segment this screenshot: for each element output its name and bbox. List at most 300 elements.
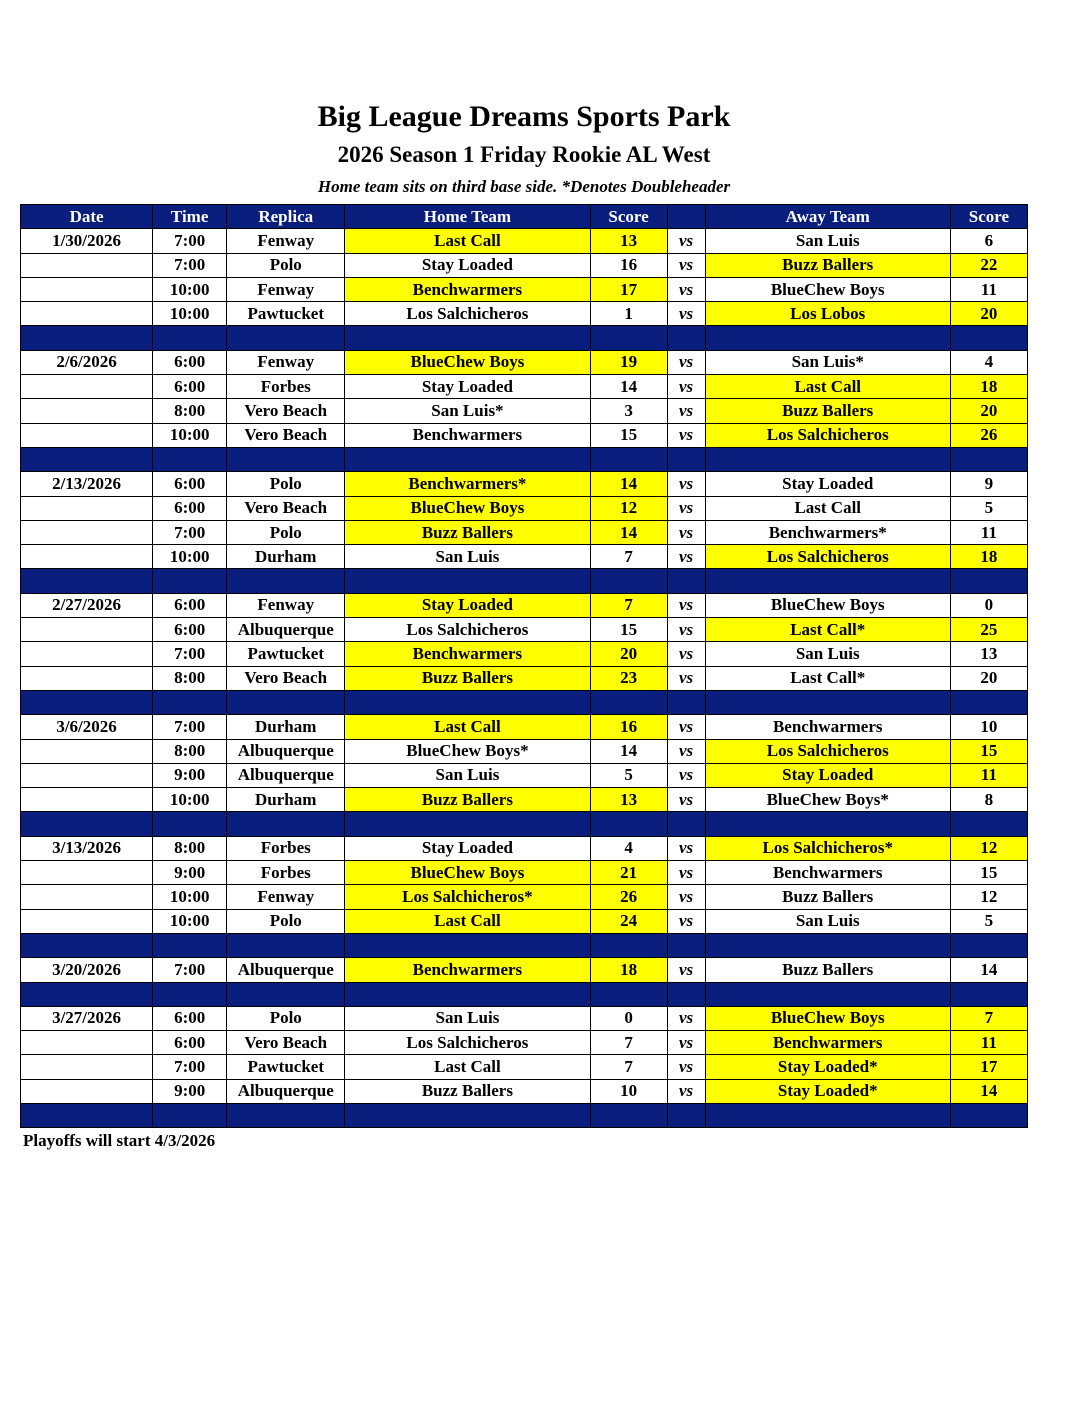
game-replica: Albuquerque <box>227 958 345 982</box>
game-row <box>21 229 1028 253</box>
separator-cell <box>590 1103 667 1127</box>
home-score: 21 <box>590 861 667 885</box>
home-score: 12 <box>590 496 667 520</box>
home-team: Stay Loaded <box>345 375 590 399</box>
home-team: Benchwarmers <box>345 277 590 301</box>
separator-cell <box>705 569 950 593</box>
away-team: Buzz Ballers <box>705 958 950 982</box>
game-replica: Forbes <box>227 375 345 399</box>
away-score: 8 <box>950 788 1027 812</box>
home-team: San Luis <box>345 1006 590 1030</box>
away-score: 10 <box>950 715 1027 739</box>
vs-label: vs <box>667 1031 705 1055</box>
vs-label: vs <box>667 423 705 447</box>
vs-label: vs <box>667 1055 705 1079</box>
separator-cell <box>21 690 153 714</box>
game-replica: Vero Beach <box>227 666 345 690</box>
separator-cell <box>21 569 153 593</box>
vs-label: vs <box>667 520 705 544</box>
home-score: 4 <box>590 836 667 860</box>
game-row <box>21 1006 1028 1030</box>
col-header-replica: Replica <box>227 205 345 229</box>
separator-cell <box>227 447 345 471</box>
game-time: 9:00 <box>153 1079 227 1103</box>
home-team: Buzz Ballers <box>345 1079 590 1103</box>
home-score: 24 <box>590 909 667 933</box>
home-team: BlueChew Boys <box>345 350 590 374</box>
home-team: San Luis <box>345 545 590 569</box>
game-time: 10:00 <box>153 909 227 933</box>
home-team: Benchwarmers <box>345 423 590 447</box>
separator-cell <box>667 326 705 350</box>
game-time: 6:00 <box>153 618 227 642</box>
vs-label: vs <box>667 836 705 860</box>
game-time: 10:00 <box>153 545 227 569</box>
away-score: 14 <box>950 1079 1027 1103</box>
home-score: 23 <box>590 666 667 690</box>
home-team: Last Call <box>345 715 590 739</box>
separator-cell <box>153 569 227 593</box>
separator-cell <box>153 690 227 714</box>
game-row <box>21 1055 1028 1079</box>
away-team: BlueChew Boys <box>705 1006 950 1030</box>
game-date <box>21 666 153 690</box>
away-team: BlueChew Boys* <box>705 788 950 812</box>
col-header-home-score: Score <box>590 205 667 229</box>
separator-cell <box>590 447 667 471</box>
away-team: Buzz Ballers <box>705 399 950 423</box>
home-team: BlueChew Boys* <box>345 739 590 763</box>
home-score: 19 <box>590 350 667 374</box>
separator-cell <box>227 812 345 836</box>
away-score: 20 <box>950 666 1027 690</box>
week-separator-row <box>21 982 1028 1006</box>
home-team: San Luis* <box>345 399 590 423</box>
away-team: Benchwarmers <box>705 861 950 885</box>
away-score: 0 <box>950 593 1027 617</box>
page-title: Big League Dreams Sports Park <box>317 100 731 133</box>
away-score: 17 <box>950 1055 1027 1079</box>
game-time: 6:00 <box>153 472 227 496</box>
game-replica: Durham <box>227 788 345 812</box>
home-team: Buzz Ballers <box>345 520 590 544</box>
game-time: 7:00 <box>153 520 227 544</box>
home-score: 10 <box>590 1079 667 1103</box>
home-score: 7 <box>590 1055 667 1079</box>
away-score: 13 <box>950 642 1027 666</box>
game-date <box>21 763 153 787</box>
game-date <box>21 909 153 933</box>
separator-cell <box>345 1103 590 1127</box>
home-score: 14 <box>590 520 667 544</box>
separator-cell <box>667 812 705 836</box>
away-score: 6 <box>950 229 1027 253</box>
game-replica: Fenway <box>227 885 345 909</box>
home-team: Benchwarmers <box>345 642 590 666</box>
separator-cell <box>153 1103 227 1127</box>
vs-label: vs <box>667 618 705 642</box>
game-time: 9:00 <box>153 861 227 885</box>
home-score: 7 <box>590 1031 667 1055</box>
week-separator-row <box>21 447 1028 471</box>
vs-label: vs <box>667 229 705 253</box>
home-team: Los Salchicheros <box>345 1031 590 1055</box>
game-row <box>21 1031 1028 1055</box>
game-time: 8:00 <box>153 666 227 690</box>
game-date <box>21 277 153 301</box>
game-date: 2/13/2026 <box>21 472 153 496</box>
game-time: 9:00 <box>153 763 227 787</box>
game-date <box>21 545 153 569</box>
game-date <box>21 788 153 812</box>
away-score: 25 <box>950 618 1027 642</box>
game-time: 7:00 <box>153 253 227 277</box>
col-header-away-score: Score <box>950 205 1027 229</box>
game-row <box>21 423 1028 447</box>
home-score: 13 <box>590 788 667 812</box>
separator-cell <box>590 569 667 593</box>
separator-cell <box>153 812 227 836</box>
away-score: 7 <box>950 1006 1027 1030</box>
home-score: 14 <box>590 472 667 496</box>
game-row <box>21 666 1028 690</box>
table-header-row <box>21 205 1028 229</box>
game-row <box>21 253 1028 277</box>
game-row <box>21 302 1028 326</box>
separator-cell <box>21 326 153 350</box>
game-replica: Pawtucket <box>227 1055 345 1079</box>
away-team: Los Salchicheros <box>705 739 950 763</box>
separator-cell <box>153 982 227 1006</box>
game-time: 8:00 <box>153 836 227 860</box>
away-score: 11 <box>950 520 1027 544</box>
separator-cell <box>21 933 153 957</box>
home-score: 3 <box>590 399 667 423</box>
game-replica: Fenway <box>227 229 345 253</box>
vs-label: vs <box>667 350 705 374</box>
game-time: 10:00 <box>153 302 227 326</box>
game-row <box>21 885 1028 909</box>
vs-label: vs <box>667 253 705 277</box>
game-time: 10:00 <box>153 788 227 812</box>
away-team: San Luis <box>705 642 950 666</box>
vs-label: vs <box>667 545 705 569</box>
col-header-time: Time <box>153 205 227 229</box>
away-score: 15 <box>950 861 1027 885</box>
separator-cell <box>705 690 950 714</box>
game-time: 6:00 <box>153 375 227 399</box>
game-row <box>21 909 1028 933</box>
away-team: Los Salchicheros* <box>705 836 950 860</box>
separator-cell <box>345 812 590 836</box>
vs-label: vs <box>667 666 705 690</box>
week-separator-row <box>21 326 1028 350</box>
game-time: 6:00 <box>153 593 227 617</box>
separator-cell <box>345 569 590 593</box>
separator-cell <box>21 1103 153 1127</box>
separator-cell <box>345 447 590 471</box>
separator-cell <box>21 812 153 836</box>
game-time: 10:00 <box>153 277 227 301</box>
game-row <box>21 399 1028 423</box>
game-date <box>21 423 153 447</box>
home-team: Los Salchicheros* <box>345 885 590 909</box>
game-row <box>21 375 1028 399</box>
game-row <box>21 861 1028 885</box>
away-score: 12 <box>950 885 1027 909</box>
away-team: San Luis* <box>705 350 950 374</box>
away-team: BlueChew Boys <box>705 593 950 617</box>
away-score: 26 <box>950 423 1027 447</box>
vs-label: vs <box>667 375 705 399</box>
home-score: 0 <box>590 1006 667 1030</box>
away-team: Benchwarmers <box>705 1031 950 1055</box>
game-row <box>21 715 1028 739</box>
separator-cell <box>227 982 345 1006</box>
game-time: 7:00 <box>153 715 227 739</box>
schedule-note: Home team sits on third base side. *Denotes Doubleheader <box>317 177 731 196</box>
game-date: 3/27/2026 <box>21 1006 153 1030</box>
game-time: 10:00 <box>153 885 227 909</box>
separator-cell <box>590 690 667 714</box>
home-team: Benchwarmers <box>345 958 590 982</box>
separator-cell <box>950 1103 1027 1127</box>
vs-label: vs <box>667 715 705 739</box>
game-date: 1/30/2026 <box>21 229 153 253</box>
away-team: Last Call* <box>705 618 950 642</box>
separator-cell <box>227 933 345 957</box>
separator-cell <box>950 447 1027 471</box>
game-replica: Forbes <box>227 861 345 885</box>
separator-cell <box>227 690 345 714</box>
vs-label: vs <box>667 593 705 617</box>
game-replica: Polo <box>227 909 345 933</box>
away-team: San Luis <box>705 909 950 933</box>
away-score: 14 <box>950 958 1027 982</box>
week-separator-row <box>21 1103 1028 1127</box>
separator-cell <box>950 569 1027 593</box>
game-date <box>21 861 153 885</box>
game-replica: Durham <box>227 545 345 569</box>
separator-cell <box>590 982 667 1006</box>
separator-cell <box>950 326 1027 350</box>
game-time: 6:00 <box>153 1006 227 1030</box>
home-score: 17 <box>590 277 667 301</box>
separator-cell <box>227 569 345 593</box>
game-replica: Pawtucket <box>227 302 345 326</box>
away-score: 4 <box>950 350 1027 374</box>
game-date: 2/6/2026 <box>21 350 153 374</box>
game-row <box>21 836 1028 860</box>
away-score: 11 <box>950 1031 1027 1055</box>
separator-cell <box>950 933 1027 957</box>
game-replica: Polo <box>227 520 345 544</box>
home-score: 20 <box>590 642 667 666</box>
game-replica: Polo <box>227 253 345 277</box>
separator-cell <box>590 326 667 350</box>
game-row <box>21 472 1028 496</box>
game-replica: Polo <box>227 472 345 496</box>
separator-cell <box>590 933 667 957</box>
game-row <box>21 545 1028 569</box>
game-row <box>21 618 1028 642</box>
game-date <box>21 1055 153 1079</box>
separator-cell <box>667 690 705 714</box>
vs-label: vs <box>667 472 705 496</box>
game-date <box>21 496 153 520</box>
home-score: 7 <box>590 545 667 569</box>
vs-label: vs <box>667 642 705 666</box>
home-score: 15 <box>590 618 667 642</box>
game-replica: Albuquerque <box>227 739 345 763</box>
separator-cell <box>705 326 950 350</box>
separator-cell <box>705 1103 950 1127</box>
vs-label: vs <box>667 496 705 520</box>
home-team: Los Salchicheros <box>345 302 590 326</box>
away-team: San Luis <box>705 229 950 253</box>
home-team: Last Call <box>345 909 590 933</box>
game-replica: Fenway <box>227 350 345 374</box>
separator-cell <box>21 447 153 471</box>
game-replica: Vero Beach <box>227 399 345 423</box>
away-score: 5 <box>950 496 1027 520</box>
vs-label: vs <box>667 885 705 909</box>
away-score: 11 <box>950 763 1027 787</box>
home-team: Stay Loaded <box>345 253 590 277</box>
separator-cell <box>345 326 590 350</box>
game-time: 8:00 <box>153 399 227 423</box>
home-team: Last Call <box>345 229 590 253</box>
home-score: 26 <box>590 885 667 909</box>
vs-label: vs <box>667 861 705 885</box>
week-separator-row <box>21 812 1028 836</box>
home-score: 18 <box>590 958 667 982</box>
away-score: 9 <box>950 472 1027 496</box>
separator-cell <box>345 933 590 957</box>
game-replica: Forbes <box>227 836 345 860</box>
game-date <box>21 642 153 666</box>
home-team: San Luis <box>345 763 590 787</box>
game-replica: Albuquerque <box>227 618 345 642</box>
home-team: Los Salchicheros <box>345 618 590 642</box>
game-date <box>21 302 153 326</box>
game-row <box>21 763 1028 787</box>
home-team: Benchwarmers* <box>345 472 590 496</box>
away-team: Los Lobos <box>705 302 950 326</box>
away-team: BlueChew Boys <box>705 277 950 301</box>
game-replica: Fenway <box>227 277 345 301</box>
home-score: 16 <box>590 715 667 739</box>
separator-cell <box>153 933 227 957</box>
away-score: 15 <box>950 739 1027 763</box>
home-team: Last Call <box>345 1055 590 1079</box>
game-row <box>21 277 1028 301</box>
game-time: 7:00 <box>153 1055 227 1079</box>
away-team: Last Call <box>705 496 950 520</box>
game-time: 7:00 <box>153 958 227 982</box>
game-row <box>21 642 1028 666</box>
schedule-table <box>20 204 1028 1128</box>
separator-cell <box>345 982 590 1006</box>
game-row <box>21 739 1028 763</box>
game-replica: Vero Beach <box>227 423 345 447</box>
game-row <box>21 350 1028 374</box>
game-date: 3/6/2026 <box>21 715 153 739</box>
separator-cell <box>950 982 1027 1006</box>
separator-cell <box>345 690 590 714</box>
col-header-date: Date <box>21 205 153 229</box>
game-time: 6:00 <box>153 496 227 520</box>
away-team: Last Call <box>705 375 950 399</box>
game-time: 10:00 <box>153 423 227 447</box>
col-header-away-team: Away Team <box>705 205 950 229</box>
game-replica: Fenway <box>227 593 345 617</box>
col-header-home-team: Home Team <box>345 205 590 229</box>
home-score: 14 <box>590 739 667 763</box>
game-row <box>21 496 1028 520</box>
away-score: 22 <box>950 253 1027 277</box>
game-time: 6:00 <box>153 350 227 374</box>
away-team: Stay Loaded <box>705 763 950 787</box>
away-score: 18 <box>950 545 1027 569</box>
game-date <box>21 375 153 399</box>
game-date: 2/27/2026 <box>21 593 153 617</box>
playoffs-note: Playoffs will start 4/3/2026 <box>23 1131 216 1150</box>
away-team: Last Call* <box>705 666 950 690</box>
away-team: Los Salchicheros <box>705 423 950 447</box>
home-team: Stay Loaded <box>345 593 590 617</box>
game-row <box>21 958 1028 982</box>
game-date <box>21 399 153 423</box>
game-replica: Vero Beach <box>227 1031 345 1055</box>
away-score: 20 <box>950 399 1027 423</box>
home-score: 1 <box>590 302 667 326</box>
away-score: 5 <box>950 909 1027 933</box>
col-header-vs <box>667 205 705 229</box>
game-date <box>21 885 153 909</box>
game-replica: Durham <box>227 715 345 739</box>
week-separator-row <box>21 933 1028 957</box>
separator-cell <box>705 933 950 957</box>
game-date <box>21 1031 153 1055</box>
game-time: 6:00 <box>153 1031 227 1055</box>
separator-cell <box>950 812 1027 836</box>
separator-cell <box>153 447 227 471</box>
game-date <box>21 739 153 763</box>
separator-cell <box>667 933 705 957</box>
away-score: 11 <box>950 277 1027 301</box>
home-team: Stay Loaded <box>345 836 590 860</box>
away-team: Stay Loaded <box>705 472 950 496</box>
home-team: BlueChew Boys <box>345 861 590 885</box>
home-score: 16 <box>590 253 667 277</box>
home-team: BlueChew Boys <box>345 496 590 520</box>
home-team: Buzz Ballers <box>345 788 590 812</box>
separator-cell <box>667 982 705 1006</box>
vs-label: vs <box>667 302 705 326</box>
away-team: Buzz Ballers <box>705 885 950 909</box>
game-date <box>21 618 153 642</box>
home-score: 15 <box>590 423 667 447</box>
away-team: Stay Loaded* <box>705 1055 950 1079</box>
away-score: 18 <box>950 375 1027 399</box>
vs-label: vs <box>667 1079 705 1103</box>
away-team: Buzz Ballers <box>705 253 950 277</box>
away-score: 12 <box>950 836 1027 860</box>
vs-label: vs <box>667 1006 705 1030</box>
game-replica: Polo <box>227 1006 345 1030</box>
game-row <box>21 788 1028 812</box>
